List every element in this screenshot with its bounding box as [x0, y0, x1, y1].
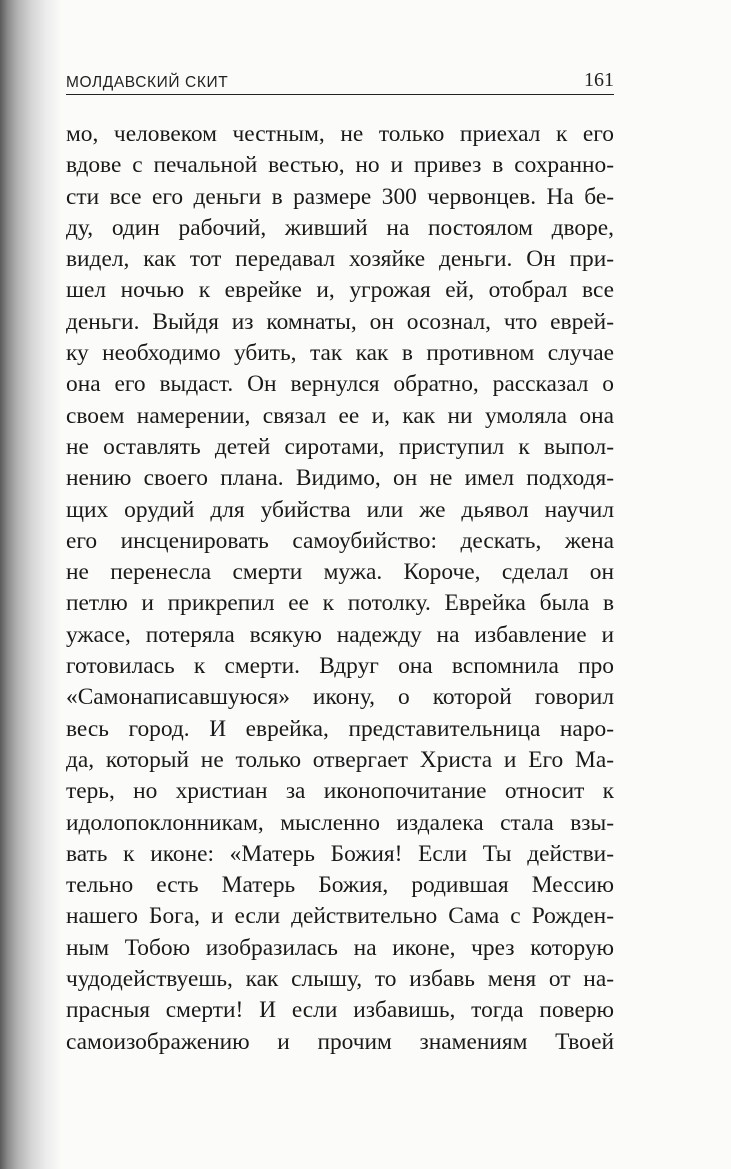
book-page	[66, 62, 614, 1058]
text-line: «Самонаписавшуюся» икону, о которой говорил	[66, 684, 614, 711]
text-line: ду, один рабочий, живший на постоялом дворе,	[66, 214, 614, 241]
text-line: чудодействуешь, как слышу, то избавь меня от на-	[66, 966, 614, 993]
text-line: вать к иконе: «Матерь Божия! Если Ты действи-	[66, 840, 614, 867]
text-line: видел, как тот передавал хозяйке деньги. Он при-	[66, 246, 614, 273]
text-line: терь, но христиан за иконопочитание относит к	[66, 778, 614, 805]
page-number: 161	[584, 69, 614, 91]
text-line: ным Тобою изобразилась на иконе, чрез которую	[66, 934, 614, 961]
body-text	[66, 119, 614, 1058]
text-line: вдове с печальной вестью, но и привез в сохранно-	[66, 152, 614, 179]
text-line: нашего Бога, и если действительно Сама с Рожден-	[66, 903, 614, 930]
text-line: идолопоклонникам, мысленно издалека стала взы-	[66, 809, 614, 836]
text-line: самоизображению и прочим знамениям Твоей	[66, 1028, 614, 1055]
text-line: она его выдаст. Он вернулся обратно, рассказал о	[66, 371, 614, 398]
text-line: деньги. Выйдя из комнаты, он осознал, что еврей-	[66, 308, 614, 335]
running-title: МОЛДАВСКИЙ СКИТ	[66, 74, 229, 91]
text-line: своем намерении, связал ее и, как ни умоляла она	[66, 402, 614, 429]
text-line: готовилась к смерти. Вдруг она вспомнила про	[66, 653, 614, 680]
text-line: да, который не только отвергает Христа и Его Ма-	[66, 746, 614, 773]
text-line: его инсценировать самоубийство: дескать, жена	[66, 527, 614, 554]
binding-shadow	[0, 0, 62, 1169]
text-line: ку необходимо убить, так как в противном случае	[66, 340, 614, 367]
text-line: щих орудий для убийства или же дьявол научил	[66, 496, 614, 523]
text-line: не оставлять детей сиротами, приступил к выпол-	[66, 433, 614, 460]
text-line: нению своего плана. Видимо, он не имел подходя-	[66, 465, 614, 492]
text-line: весь город. И еврейка, представительница наро-	[66, 715, 614, 742]
text-line: петлю и прикрепил ее к потолку. Еврейка была в	[66, 590, 614, 617]
text-line: тельно есть Матерь Божия, родившая Мессию	[66, 872, 614, 899]
text-line: ужасе, потеряла всякую надежду на избавление и	[66, 621, 614, 648]
text-line: мо, человеком честным, не только приехал к его	[66, 121, 614, 147]
text-line: сти все его деньги в размере 300 червонцев. На бе-	[66, 183, 614, 210]
text-line: прасныя смерти! И если избавишь, тогда поверю	[66, 997, 614, 1024]
running-head	[66, 62, 614, 95]
text-line: шел ночью к еврейке и, угрожая ей, отобрал все	[66, 277, 614, 304]
text-line: не перенесла смерти мужа. Короче, сделал он	[66, 559, 614, 586]
